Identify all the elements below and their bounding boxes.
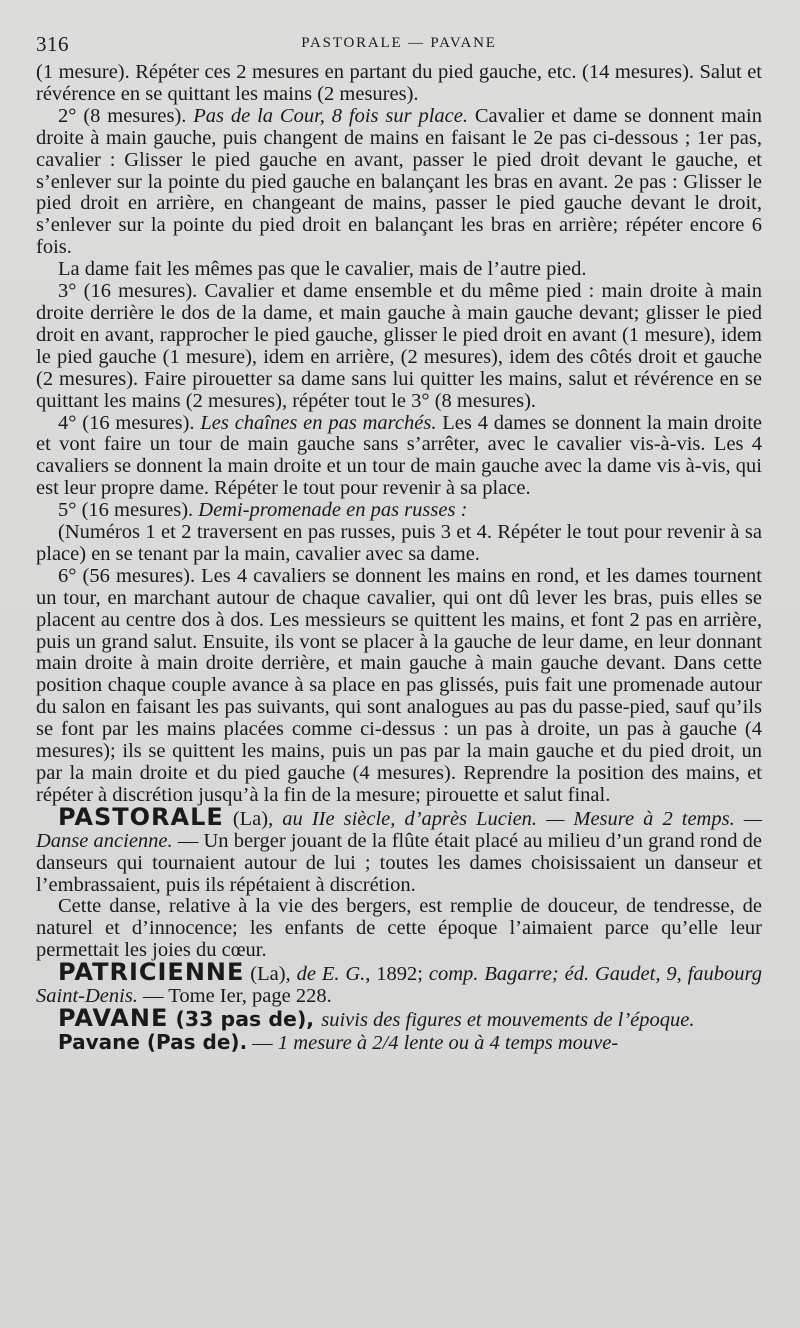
entry-pavane [36, 1003, 762, 1032]
text-segment: (Numéros 1 et 2 traversent en pas russes, puis 3 et 4. Répéter le tout pour revenir à sa place) en se tenant par la main, cavalier avec sa dame. [36, 521, 762, 565]
subentry-pas-de-pavane [36, 1029, 762, 1055]
subentry-text [247, 1032, 618, 1054]
subentry-label: Pavane (Pas de). [58, 1029, 248, 1054]
entry-patricienne [36, 958, 763, 1008]
entry-pavane-text [168, 1006, 695, 1031]
paragraph-5 [36, 500, 762, 522]
text-segment: (La), [223, 807, 283, 830]
text-segment: Demi-promenade en pas russes : [198, 499, 468, 522]
text-segment: — Tome Ier, page 228. [137, 985, 332, 1008]
paragraph-1 [36, 106, 762, 259]
text-segment: (La), [244, 963, 297, 986]
text-segment: 1 mesure à 2/4 lente ou à 4 temps mouve- [277, 1031, 619, 1054]
paragraph-7 [36, 566, 762, 807]
paragraph-3 [36, 281, 762, 412]
text-segment: Les chaînes en pas marchés. [200, 411, 437, 434]
text-segment: suivis des figures et mouvements de l’époque. [321, 1008, 695, 1031]
paragraph-6 [36, 522, 762, 566]
page-number: 316 [36, 32, 69, 56]
text-segment: 4° (16 mesures). [58, 411, 201, 434]
entry-pastorale [36, 802, 763, 897]
text-segment: Les 4 dames se donnent la main droite et vont faire un tour de main gauche sans s’arrêter, avec le cavalier vis-à-vis. Les 4 cavaliers se donnent la main droite et un tour de main gauche avec la dame vis à-vis, qui est leur propre dame. Répéter le tout pour revenir à sa place. [36, 411, 763, 500]
text-segment: (33 pas de), [168, 1006, 322, 1031]
running-title: PASTORALE — PAVANE [301, 35, 497, 51]
paragraph-4 [36, 413, 762, 501]
text-segment: 6° (56 mesures). Les 4 cavaliers se donnent les mains en rond, et les dames tournent un tour, en marchant autour de chaque cavalier, qui ont dû lever les bras, puis elles se placent au centre dos à dos. Les messieurs se quittent les mains, et font 2 pas en arrière, puis un grand salut. Ensuite, ils vont se placer à la gauche de leur dame, en leur donnant main droite à main droite derrière, et main gauche à main gauche devant. Dans cette position chaque couple avance à sa place en pas glissés, puis fait une promenade autour du salon en faisant les pas suivants, qui sont analogues au pas du passe-pied, sauf qu’ils se font par les mains placées comme ci-dessus : un pas à droite, un pas à gauche (4 mesures); ils se quittent les mains, puis un pas par la main gauche et du pied droit, un par la main droite et du pied gauche (4 mesures). Reprendre la position des mains, et répéter à discrétion jusqu’à la fin de la mesure; pirouette et salut final. [36, 564, 762, 806]
text-segment: Cavalier et dame se donnent main droite à main gauche, puis changent de mains en faisant le 2e pas ci-dessous ; 1er pas, cavalier : Glisser le pied gauche en avant, passer le pied droit devant le gauche, et s’enlever sur la pointe du pied gauche en balançant les bras en avant. 2e pas : Glisser le pied droit en arrière, en changeant de mains, passer le pied gauche devant le droit, s’enlever sur la pointe du pied droit en balançant les bras en arrière; répéter encore 6 fois. [36, 104, 762, 259]
headword-pavane: PAVANE [58, 1003, 169, 1032]
headword-patricienne: PATRICIENNE [58, 958, 245, 987]
text-segment: 2° (8 mesures). [58, 104, 194, 127]
page-header [36, 30, 762, 62]
text-segment: — [247, 1031, 278, 1054]
text-segment: Pas de la Cour, 8 fois sur place. [193, 104, 469, 127]
text-segment: — Un berger jouant de la flûte était placé au milieu d’un grand rond de danseurs qui tournaient autour de lui ; toutes les dames choisissaient un danseur et l’embrassaient, puis ils répétaient à discrétion. [36, 829, 763, 896]
entry-pastorale-follow: Cette danse, relative à la vie des bergers, est remplie de douceur, de tendresse, de naturel et d’innocence; les enfants de cette époque l’aimaient parce qu’elle leur permettait les joies du cœur. [36, 895, 762, 962]
text-segment: au IIe siècle, d’après Lucien. — Mesure à 2 temps. — Danse ancienne. [36, 807, 762, 852]
paragraph-0 [36, 62, 762, 106]
headword-pastorale: PASTORALE [58, 802, 224, 831]
text-segment: , 1892; [365, 963, 429, 986]
text-segment: 5° (16 mesures). [58, 499, 199, 522]
page-body [36, 62, 762, 1055]
text-segment: (1 mesure). Répéter ces 2 mesures en partant du pied gauche, etc. (14 mesures). Salut et révérence en se quittant les mains (2 mesures). [36, 61, 762, 105]
text-segment: comp. Bagarre; éd. Gaudet, 9, faubourg Saint-Denis. [36, 963, 763, 1008]
text-segment: La dame fait les mêmes pas que le cavalier, mais de l’autre pied. [58, 258, 587, 281]
paragraph-2 [36, 259, 762, 281]
text-segment: de E. G. [296, 963, 366, 986]
text-segment: 3° (16 mesures). Cavalier et dame ensemble et du même pied : main droite à main droite derrière le dos de la dame, et main gauche à main gauche devant; glisser le pied droit en avant, rapprocher le pied gauche, glisser le pied droit en avant (1 mesure), idem le pied gauche (1 mesure), idem en arrière, (2 mesures), idem des côtés droit et gauche (2 mesures). Faire pirouetter sa dame sans lui quitter les mains, salut et révérence en se quittant les mains (2 mesures), répéter tout le 3° (8 mesures). [36, 280, 762, 412]
